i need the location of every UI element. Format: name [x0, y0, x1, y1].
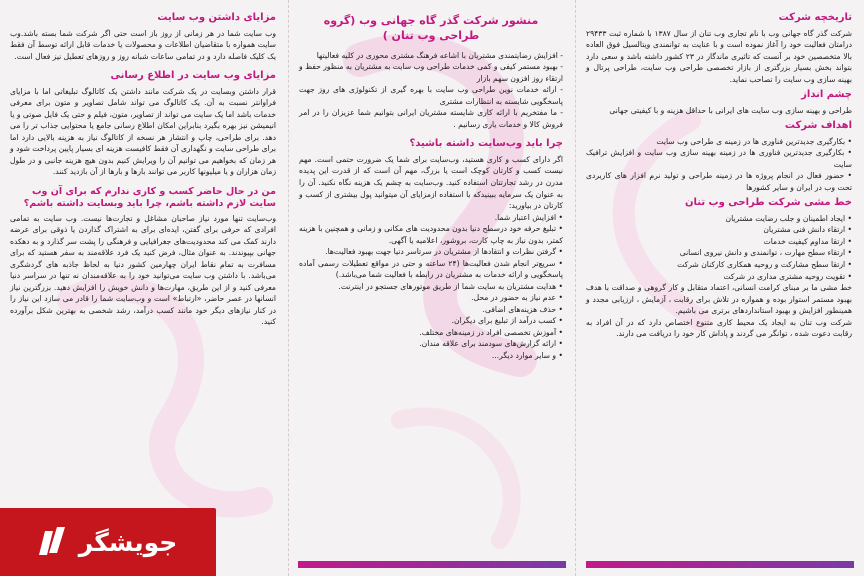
history-text: شرکت گذر گاه جهانی وب با نام تجاری وب تنان از سال ۱۳۸۷ با شماره ثبت ۲۹۴۳۳ درامتان فعالیت خود را آغاز نموده است و با عنایت به توانمندی ویتالسیل فوق العاده بالا متخصصین خود بر آنست که تاثیری ماندگار در ۲۳ کشور داشته باشد و سعی دارد بتواند بخش بسیار بزرگتری از بازار تخصصی طراحی وب سایت، طراحی پرتال و بهینه سازی وب سایت را تصاحب نماید.	[586, 28, 852, 84]
list-item: • ارتقا سطح مشارکت و روحیه همکاری کارکنان شرکت	[586, 259, 852, 271]
middle-column	[288, 0, 576, 576]
advantages-heading: مزایای داشتن وب سایت	[157, 12, 276, 23]
left-column	[0, 0, 288, 576]
why-text: اگر دارای کسب و کاری هستید، وب‌سایت برای شما یک ضرورت حتمی است. مهم نیست کسب و کارتان کوچک است یا بزرگ، مهم آن است که از قدرت این پدیده مدرن در رشد تجارتتان استفاده کنید. وب‌سایت به چشم یک هزینه نگاه نکنید. آن را به عنوان یک سرمایه ببینید‌که با استفاده ازمزایای آن میتوانید پول بیشتری از کسب و کارتان در بیاورید:	[299, 154, 563, 211]
small-business-heading: من در حال حاضر کسب و کاری ندارم که برای آن وب سایت لازم داشته باشم، چرا باید وبسایت داشته باشم؟	[23, 185, 276, 209]
policy-list	[586, 213, 852, 282]
list-item: • عدم نیاز به حضور در محل.	[299, 292, 563, 304]
list-item: - بهبود مستمر کیفی و کمی خدمات طراحی وب سایت به مشتریان به منظور حفظ و ارتقاء روز افزون سهم بازار	[299, 61, 563, 84]
closing-text: شرکت وب تنان به ایجاد یک محیط کاری متنوع اختصاص دارد که در آن افراد به رقابت دعوت شده ، توانگر می گردند و پاداش کار خود را دریافت می دارند.	[586, 317, 852, 339]
list-item: • تبلیغ حرفه خود درسطح دنیا بدون محدودیت های مکانی و زمانی و همچنین با هزینه کمتر، بدون نیاز به چاپ کارت، بروشور، اعلامیه یا آگهی.	[299, 223, 563, 246]
list-item: - ما مفتخریم با ارائه کاری شایسته مشتریان ایرانی بتوانیم شما عزیزان را در امر فروش کالا و خدمات یاری رسانیم .	[299, 107, 563, 130]
column-stripe	[586, 561, 854, 568]
benefits-list	[299, 212, 563, 362]
list-item: • ایجاد اطمینان و جلب رضایت مشتریان	[586, 213, 852, 225]
list-item: - افزایش رضایتمندی مشتریان با اشاعه فرهنگ مشتری محوری در کلیه فعالیتها	[299, 50, 563, 62]
list-item: - ارائه خدمات نوین طراحی وب سایت با بهره گیری از تکنولوژی های روز جهت پاسخگویی شایسته به انتظارات مشتری	[299, 84, 563, 107]
info-heading: مزایای وب سایت در اطلاع رسانی	[110, 70, 276, 82]
list-item: • بکارگیری جدیدترین فناوری ها در زمینه ی طراحی وب سایت	[586, 136, 852, 148]
list-item: • ارائه گزارش‌های سودمند برای علاقه مندان.	[299, 338, 563, 350]
policy-text: خط مشی ما بر مبنای کرامت انسانی، اعتماد متقابل و کار گروهی و صداقت با هدف بهبود مستمر استوار بوده و همواره در تلاش برای رقابت ، آزمایش ، ارزیابی مجدد و همینطور افزایش و بهبود استانداردهای برتری می باشیم.	[586, 283, 852, 316]
right-column	[576, 0, 864, 576]
small-business-text: وب‌سایت تنها مورد نیاز صاحبان مشاغل و تجارت‌ها نیست. وب سایت به تمامی افرادی که حرفی برای گفتن، ایده‌ای برای به اشتراک گذاردن یا ذوقی برای عرضه دارند کمک می کند محدودیت‌های جغرافیایی و فرهنگی را پشت سر گذارد و به دهکده جهانی بپیوندند. به عنوان مثال، فرض کنید یک فرد علاقه‌مند به سفر هستید که برای مسافرت به تمام نقاط ایران چهارمین کشور دنیا به لحاظ جاذبه های گردشگری می‌باشد. با داشتن وب سایت می‌توانید خود را به علاقه‌مندان نه تنها در سراسر دنیا معرفی کنید و از این طریق، مهارت‌ها و دانش خویش را افزایش دهید. بزرگترین نیاز انسانها در عصر حاضر، «ارتباط» است و وب‌سایت شما را قادر می سازد این نیاز را در کنار نیازهای دیگر خود مانند کسب درآمد، رشد شخصی به بهترین شکل برآورده کنید.	[10, 213, 276, 327]
vision-text: طراحی و بهینه سازی وب سایت های ایرانی با حداقل هزینه و با کیفیتی جهانی	[609, 105, 852, 115]
list-item: • آموزش تخصصی افراد در زمینه‌های مختلف.	[299, 327, 563, 339]
list-item: • بکارگیری جدیدترین فناوری ها در زمینه بهینه سازی وب سایت و افزایش ترافیک سایت	[586, 147, 852, 170]
brand-logo	[0, 508, 216, 576]
list-item: • ارتقاء دانش فنی مشتریان	[586, 224, 852, 236]
list-item: • حذف هزینه‌های اضافی.	[299, 304, 563, 316]
list-item: • ارتقا مداوم کیفیت خدمات	[586, 236, 852, 248]
history-heading: تاریخچه شرکت	[778, 12, 852, 23]
list-item: • گرفتن نظرات و انتقادها از مشتریان در سرتاسر دنیا جهت بهبود فعالیت‌ها.	[299, 246, 563, 258]
list-item: • و سایر موارد دیگر...	[299, 350, 563, 362]
list-item: • هدایت مشتریان به سایت شما از طریق موتورهای جستجو در اینترنت.	[299, 281, 563, 293]
list-item: • حضور فعال در انجام پروژه ها در زمینه طراحی و تولید نرم افزار های کاربردی تحت وب در ایران و سایر کشورها	[586, 170, 852, 193]
charter-heading: منشور شرکت گذر گاه جهانی وب (گروه طراحی وب تنان )	[323, 14, 539, 42]
vision-heading: چشم انداز	[801, 89, 852, 101]
advantages-text: وب سایت شما در هر زمانی از روز باز است حتی اگر شرکت شما بسته باشد.وب سایت همواره با متقاضیان اطلاعات و محصولات یا خدمات قابل ارائه توسط آن فقط یک کلیک فاصله دارد و در تمامی ساعات شبانه روز و روزهای تعطیل نیز فعال است.	[10, 28, 276, 61]
list-item: • کسب درآمد از تبلیغ برای دیگران.	[299, 315, 563, 327]
brand-name: جویشگر	[78, 527, 178, 557]
policy-heading: خط مشی شرکت طراحی وب تنان	[684, 197, 852, 209]
list-item: • افزایش اعتبار شما.	[299, 212, 563, 224]
goals-heading: اهداف شرکت	[784, 120, 852, 132]
charter-list	[299, 50, 563, 131]
info-text: قرار داشتن وبسایت در یک شرکت مانند داشتن یک کاتالوگ تبلیغاتی اما با مزایای فراوانتر نسبت به آن. یک کاتالوگ می تواند شامل تصاویر و متون برای معرفی خدمات باشد اما یک سایت می تواند از تصاویر، متون، فیلم و حتی یک فایل صوتی و یا انیمیشن نیز بهره بگیرد بنابراین امکان اطلاع رسانی جامع یا محتوایی جذاب تر را می دهد. برای طراحی، چاپ و انتشار هر نسخه از کاتالوگ نیاز به هزینه بالایی دارد اما برای طراحی سایت و نگهداری آن فقط کافیست هزینه ای بسیار پایین پرداخت شود و هر زمان که بخواهیم می توانیم آن را ویرایش کنیم بدون هیچ هزینه جانبی و در طول زمان هزاران و یا میلیونها کاربر می توانند بارها و بارها از آن بازدید کنند.	[10, 86, 276, 177]
goals-list	[586, 136, 852, 194]
column-stripe	[298, 561, 566, 568]
list-item: • ارتقاء سطح مهارت ، توانمندی و دانش نیروی انسانی	[586, 247, 852, 259]
list-item: • سریع‌تر انجام شدن فعالیت‌ها (۲۴ ساعته و حتی در مواقع تعطیلات رسمی آماده پاسخگویی و ارائه خدمات به مشتریان در رابطه با فعالیت شما می‌باشد.)	[299, 258, 563, 281]
why-heading: چرا باید وب‌سایت داشته باشید؟	[409, 138, 563, 150]
brand-mark-icon	[39, 525, 69, 559]
list-item: • تقویت روحیه مشتری مداری در شرکت	[586, 271, 852, 283]
